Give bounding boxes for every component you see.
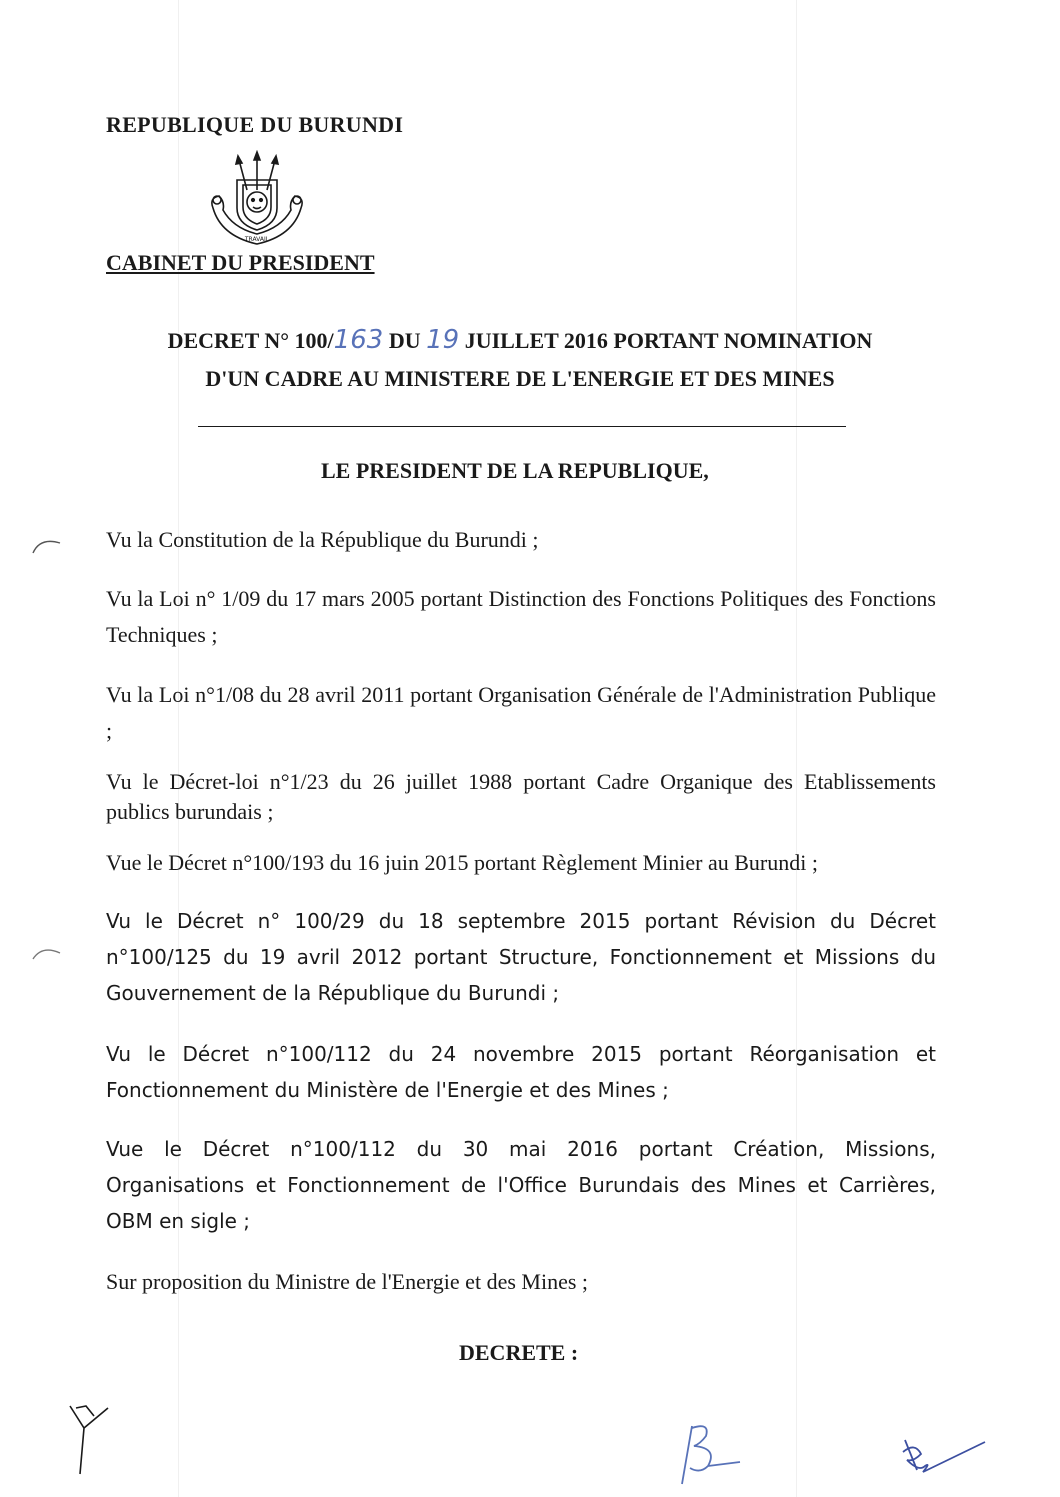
- cabinet-heading: CABINET DU PRESIDENT: [106, 250, 375, 275]
- consideration-item: Vu la Constitution de la République du Burundi ;: [106, 527, 539, 552]
- president-heading: LE PRESIDENT DE LA REPUBLIQUE,: [321, 458, 709, 483]
- consideration-item: Vue le Décret n°100/112 du 30 mai 2016 portant Création, Missions, Organisations et Fonctionnement de l'Office Burundais des Mines et Carrières, OBM en sigle ;: [106, 1137, 936, 1233]
- consideration-item: Vu la Loi n°1/08 du 28 avril 2011 portant Organisation Générale de l'Administration Publique ;: [106, 682, 936, 743]
- handwritten-day: 19: [426, 325, 460, 355]
- consideration-item: Vue le Décret n°100/193 du 16 juin 2015 portant Règlement Minier au Burundi ;: [106, 850, 818, 875]
- consideration-item: Vu le Décret-loi n°1/23 du 26 juillet 1988 portant Cadre Organique des Etablissements publics burundais ;: [106, 769, 936, 824]
- decrete-heading: DECRETE :: [459, 1340, 579, 1365]
- consideration-item: Vu le Décret n° 100/29 du 18 septembre 2015 portant Révision du Décret n°100/125 du 19 avril 2012 portant Structure, Fonctionnement et Missions du Gouvernement de la République du Burundi ;: [106, 909, 936, 1005]
- decree-title-line-2: D'UN CADRE AU MINISTERE DE L'ENERGIE ET DES MINES: [205, 366, 835, 391]
- republic-heading: REPUBLIQUE DU BURUNDI: [106, 112, 404, 137]
- margin-mark-icon: [30, 943, 64, 965]
- decree-title-rest: JUILLET 2016 PORTANT NOMINATION: [459, 328, 873, 353]
- consideration-item: Vu la Loi n° 1/09 du 17 mars 2005 portant Distinction des Fonctions Politiques des Fonctions Techniques ;: [106, 586, 936, 647]
- decree-title: [110, 321, 930, 398]
- handwritten-initial-icon: [64, 1400, 114, 1478]
- title-underline: [198, 426, 846, 427]
- margin-mark-icon: [30, 535, 64, 557]
- consideration-item: Sur proposition du Ministre de l'Energie et des Mines ;: [106, 1269, 589, 1294]
- consideration-item: Vu le Décret n°100/112 du 24 novembre 2015 portant Réorganisation et Fonctionnement du Ministère de l'Energie et des Mines ;: [106, 1042, 936, 1102]
- decree-number-prefix: DECRET N° 100/: [167, 328, 334, 353]
- burundi-coat-of-arms-icon: [203, 150, 311, 250]
- handwritten-signature-icon: [895, 1432, 995, 1482]
- handwritten-decree-number: 163: [333, 325, 384, 355]
- decree-title-line-1: [110, 321, 930, 360]
- handwritten-initial-icon: [670, 1418, 750, 1488]
- decree-title-du: DU: [383, 328, 427, 353]
- svg-text:TRAVAIL: TRAVAIL: [244, 236, 270, 243]
